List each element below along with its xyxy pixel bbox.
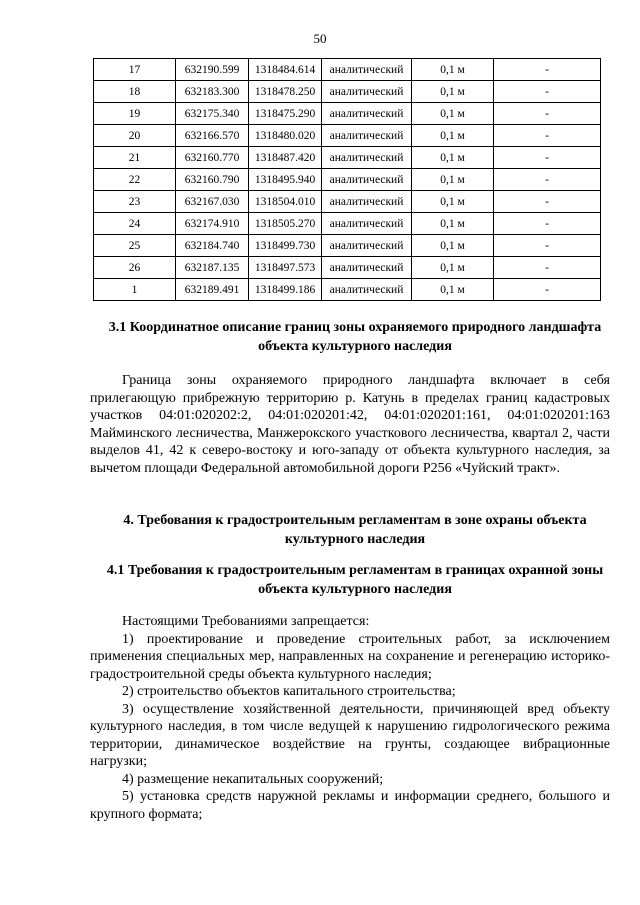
section-4-1-heading: 4.1 Требования к градостроительным регламентам в границах охранной зоны объекта культурного наследия: [106, 563, 604, 597]
table-row: [94, 169, 601, 191]
cell-y-coordinate: 1318478.250: [249, 81, 322, 103]
cell-y-coordinate: 1318499.730: [249, 235, 322, 257]
cell-point-number: 1: [94, 279, 176, 301]
coordinates-table: [93, 58, 601, 301]
cell-y-coordinate: 1318505.270: [249, 213, 322, 235]
list-item: 1) проектирование и проведение строительных работ, за исключением применения специальных мер, направленных на сохранение и регенерацию историко-градостроительной среды объекта культурного наследия;: [90, 631, 610, 682]
table-row: [94, 125, 601, 147]
section-4-heading: 4. Требования к градостроительным регламентам в зоне охраны объекта культурного наследия: [123, 513, 587, 547]
cell-note: -: [494, 213, 601, 235]
page-number: 50: [313, 31, 327, 46]
cell-x-coordinate: 632184.740: [176, 235, 249, 257]
cell-y-coordinate: 1318497.573: [249, 257, 322, 279]
cell-point-number: 21: [94, 147, 176, 169]
cell-note: -: [494, 59, 601, 81]
table-row: [94, 257, 601, 279]
list-item: 2) строительство объектов капитального строительства;: [122, 684, 456, 699]
cell-note: -: [494, 279, 601, 301]
cell-method: аналитический: [322, 257, 412, 279]
cell-x-coordinate: 632160.770: [176, 147, 249, 169]
cell-point-number: 25: [94, 235, 176, 257]
cell-point-number: 22: [94, 169, 176, 191]
cell-y-coordinate: 1318484.614: [249, 59, 322, 81]
table-row: [94, 235, 601, 257]
cell-x-coordinate: 632187.135: [176, 257, 249, 279]
cell-x-coordinate: 632167.030: [176, 191, 249, 213]
section-3-1-heading: 3.1 Координатное описание границ зоны охраняемого природного ландшафта объекта культурного наследия: [108, 320, 602, 354]
cell-method: аналитический: [322, 235, 412, 257]
table-row: [94, 103, 601, 125]
cell-point-number: 23: [94, 191, 176, 213]
cell-method: аналитический: [322, 213, 412, 235]
cell-method: аналитический: [322, 125, 412, 147]
list-item: 3) осуществление хозяйственной деятельности, причиняющей вред объекту культурного наследия, в том числе ведущей к нарушению гидрологического режима территории, динамическое воздействие на грунты, создающее вибрационные нагрузки;: [90, 701, 610, 769]
cell-method: аналитический: [322, 81, 412, 103]
cell-accuracy: 0,1 м: [412, 103, 494, 125]
table-row: [94, 279, 601, 301]
section-3-1-paragraph: Граница зоны охраняемого природного ландшафта включает в себя прилегающую прибрежную территорию р. Катунь в пределах границ кадастровых участков 04:01:020202:2, 04:01:020201:42, 04:01:020201:161, 04:01:020201:163 Майминского лесничества, Манжерокского участкового лесничества, квартал 2, части выделов 41, 42 к северо-востоку и юго-западу от объекта культурного наследия, за вычетом площади Федеральной автомобильной дороги Р256 «Чуйский тракт».: [90, 373, 610, 476]
cell-method: аналитический: [322, 103, 412, 125]
cell-note: -: [494, 235, 601, 257]
section-3-1-text: [90, 372, 610, 477]
cell-y-coordinate: 1318499.186: [249, 279, 322, 301]
cell-accuracy: 0,1 м: [412, 125, 494, 147]
table-row: [94, 191, 601, 213]
cell-accuracy: 0,1 м: [412, 147, 494, 169]
cell-note: -: [494, 147, 601, 169]
section-4-1-list: [90, 613, 610, 823]
cell-point-number: 24: [94, 213, 176, 235]
cell-x-coordinate: 632183.300: [176, 81, 249, 103]
cell-accuracy: 0,1 м: [412, 213, 494, 235]
cell-y-coordinate: 1318504.010: [249, 191, 322, 213]
cell-method: аналитический: [322, 59, 412, 81]
cell-point-number: 17: [94, 59, 176, 81]
cell-method: аналитический: [322, 147, 412, 169]
cell-accuracy: 0,1 м: [412, 81, 494, 103]
cell-accuracy: 0,1 м: [412, 59, 494, 81]
section-4-1-intro: Настоящими Требованиями запрещается:: [122, 614, 370, 629]
list-item: 4) размещение некапитальных сооружений;: [122, 771, 384, 787]
cell-accuracy: 0,1 м: [412, 235, 494, 257]
cell-note: -: [494, 125, 601, 147]
cell-y-coordinate: 1318495.940: [249, 169, 322, 191]
cell-accuracy: 0,1 м: [412, 279, 494, 301]
cell-accuracy: 0,1 м: [412, 257, 494, 279]
cell-y-coordinate: 1318487.420: [249, 147, 322, 169]
table-row: [94, 81, 601, 103]
cell-x-coordinate: 632190.599: [176, 59, 249, 81]
cell-note: -: [494, 169, 601, 191]
cell-x-coordinate: 632166.570: [176, 125, 249, 147]
cell-x-coordinate: 632175.340: [176, 103, 249, 125]
table-row: [94, 147, 601, 169]
cell-method: аналитический: [322, 279, 412, 301]
cell-x-coordinate: 632174.910: [176, 213, 249, 235]
list-item: 5) установка средств наружной рекламы и информации среднего, большого и крупного формата;: [90, 789, 610, 822]
table-row: [94, 213, 601, 235]
cell-x-coordinate: 632189.491: [176, 279, 249, 301]
cell-point-number: 18: [94, 81, 176, 103]
cell-y-coordinate: 1318480.020: [249, 125, 322, 147]
cell-note: -: [494, 81, 601, 103]
cell-note: -: [494, 191, 601, 213]
cell-x-coordinate: 632160.790: [176, 169, 249, 191]
cell-method: аналитический: [322, 169, 412, 191]
cell-point-number: 19: [94, 103, 176, 125]
cell-point-number: 26: [94, 257, 176, 279]
cell-note: -: [494, 103, 601, 125]
cell-accuracy: 0,1 м: [412, 191, 494, 213]
table-row: [94, 59, 601, 81]
cell-accuracy: 0,1 м: [412, 169, 494, 191]
cell-method: аналитический: [322, 191, 412, 213]
cell-y-coordinate: 1318475.290: [249, 103, 322, 125]
cell-point-number: 20: [94, 125, 176, 147]
cell-note: -: [494, 257, 601, 279]
